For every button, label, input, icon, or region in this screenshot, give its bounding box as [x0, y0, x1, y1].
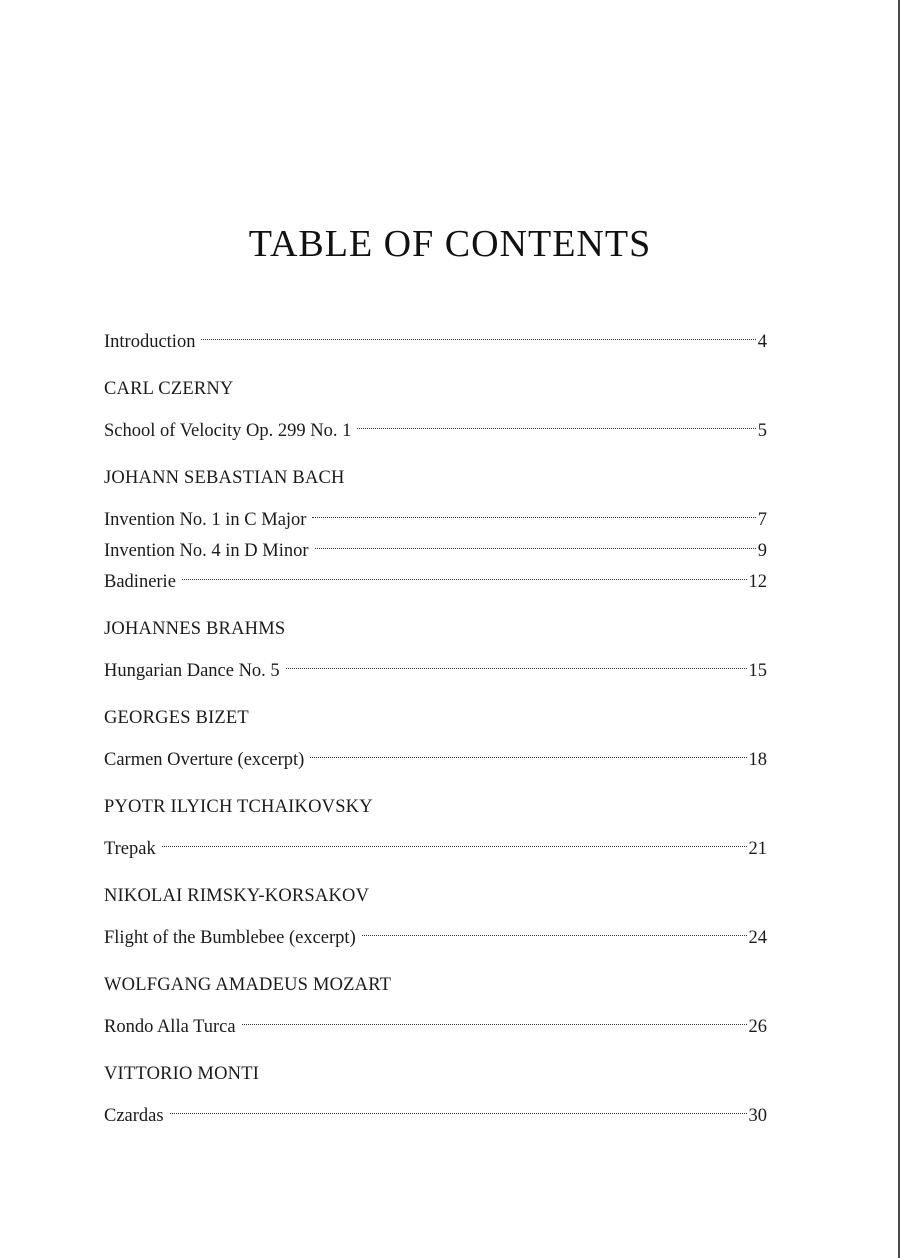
composer-heading: NIKOLAI RIMSKY-KORSAKOV	[104, 886, 370, 906]
toc-entry-label: Introduction	[104, 332, 196, 352]
toc-entry[interactable]	[104, 1090, 767, 1126]
toc-entry-label: Invention No. 1 in C Major	[104, 510, 307, 530]
toc-entry[interactable]	[104, 734, 767, 770]
dot-leader	[201, 316, 755, 347]
toc-page-number: 30	[748, 1106, 767, 1126]
dot-leader	[286, 645, 747, 676]
toc-entry-label: Flight of the Bumblebee (excerpt)	[104, 928, 356, 948]
toc-entry-label: Hungarian Dance No. 5	[104, 661, 280, 681]
dot-leader	[162, 823, 747, 854]
composer-heading: WOLFGANG AMADEUS MOZART	[104, 975, 392, 995]
dot-leader	[310, 734, 746, 765]
dot-leader	[315, 525, 756, 556]
dot-leader	[170, 1090, 747, 1121]
toc-entry-label: Badinerie	[104, 572, 176, 592]
toc-entry-label: Trepak	[104, 839, 156, 859]
composer-heading: PYOTR ILYICH TCHAIKOVSKY	[104, 797, 373, 817]
toc-entry-label: Czardas	[104, 1106, 164, 1126]
dot-leader	[182, 556, 747, 587]
table-of-contents	[104, 316, 767, 1126]
dot-leader	[362, 912, 747, 943]
composer-heading: VITTORIO MONTI	[104, 1064, 260, 1084]
toc-page-number: 7	[757, 510, 767, 530]
toc-entry[interactable]	[104, 1001, 767, 1037]
toc-entry-introduction[interactable]	[104, 316, 767, 352]
toc-page-number: 9	[757, 541, 767, 561]
toc-entry-label: Carmen Overture (excerpt)	[104, 750, 305, 770]
composer-heading: CARL CZERNY	[104, 379, 234, 399]
toc-page-number: 5	[757, 421, 767, 441]
toc-entry[interactable]	[104, 556, 767, 592]
toc-entry[interactable]	[104, 823, 767, 859]
composer-heading: JOHANN SEBASTIAN BACH	[104, 468, 345, 488]
composer-heading: GEORGES BIZET	[104, 708, 249, 728]
toc-entry[interactable]	[104, 645, 767, 681]
toc-entry-label: School of Velocity Op. 299 No. 1	[104, 421, 352, 441]
toc-page-number: 18	[748, 750, 767, 770]
toc-entry-label: Invention No. 4 in D Minor	[104, 541, 309, 561]
toc-entry[interactable]	[104, 912, 767, 948]
toc-page-number: 15	[748, 661, 767, 681]
toc-page-number: 21	[748, 839, 767, 859]
toc-page-number: 12	[748, 572, 767, 592]
dot-leader	[357, 405, 755, 436]
toc-entry[interactable]	[104, 494, 767, 530]
composer-heading: JOHANNES BRAHMS	[104, 619, 286, 639]
toc-page-number: 4	[757, 332, 767, 352]
page-title: TABLE OF CONTENTS	[248, 223, 652, 265]
toc-page-number: 24	[748, 928, 767, 948]
toc-entry[interactable]	[104, 405, 767, 441]
dot-leader	[312, 494, 755, 525]
dot-leader	[242, 1001, 747, 1032]
toc-page-number: 26	[748, 1017, 767, 1037]
toc-entry-label: Rondo Alla Turca	[104, 1017, 236, 1037]
